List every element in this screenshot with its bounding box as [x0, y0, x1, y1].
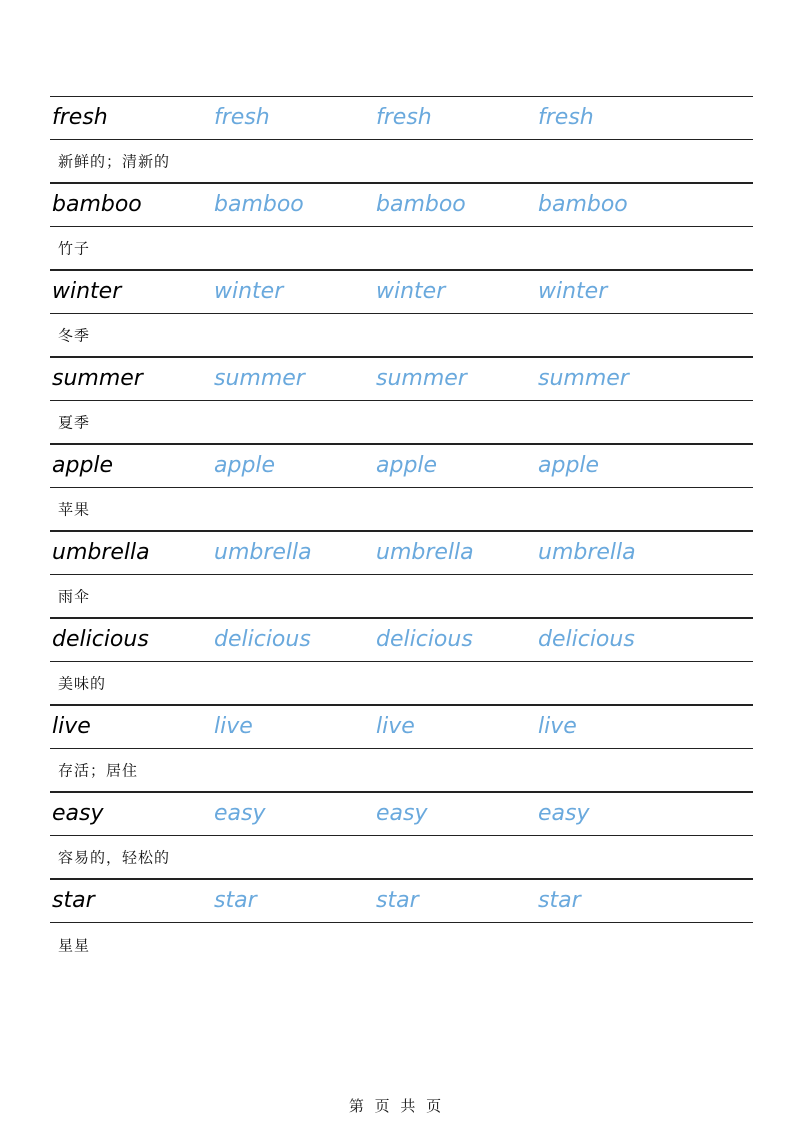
meaning-row: [50, 836, 753, 879]
meaning-row: [50, 488, 753, 531]
trace-word[interactable]: winter: [538, 279, 608, 304]
word-meaning: 冬季: [58, 326, 91, 345]
writing-row[interactable]: [50, 183, 753, 227]
meaning-row: [50, 314, 753, 357]
trace-word[interactable]: live: [214, 714, 253, 739]
trace-word[interactable]: delicious: [214, 627, 311, 652]
trace-word[interactable]: bamboo: [214, 192, 304, 217]
trace-word[interactable]: star: [538, 888, 581, 913]
meaning-row: [50, 575, 753, 618]
trace-word[interactable]: summer: [214, 366, 305, 391]
trace-word[interactable]: star: [376, 888, 419, 913]
word-meaning: 容易的，轻松的: [58, 848, 171, 867]
writing-row[interactable]: [50, 96, 753, 140]
word-meaning: 存活；居住: [58, 761, 139, 780]
page-footer: 第 页 共 页: [348, 1097, 445, 1115]
model-word: apple: [52, 453, 114, 478]
model-word: summer: [52, 366, 143, 391]
trace-word[interactable]: easy: [538, 801, 590, 826]
trace-word[interactable]: delicious: [538, 627, 635, 652]
meaning-row: [50, 140, 753, 183]
word-meaning: 星星: [58, 936, 91, 954]
writing-row[interactable]: [50, 618, 753, 662]
trace-word[interactable]: summer: [538, 366, 629, 391]
trace-word[interactable]: bamboo: [538, 192, 628, 217]
word-meaning: 夏季: [58, 413, 91, 432]
trace-word[interactable]: umbrella: [214, 540, 312, 565]
writing-row[interactable]: [50, 531, 753, 575]
meaning-row: [50, 923, 753, 966]
trace-word[interactable]: apple: [214, 453, 276, 478]
writing-row[interactable]: [50, 792, 753, 836]
meaning-row: [50, 227, 753, 270]
trace-word[interactable]: fresh: [376, 105, 432, 130]
trace-word[interactable]: umbrella: [538, 540, 636, 565]
word-meaning: 新鲜的；清新的: [58, 152, 171, 171]
vocabulary-entry: [50, 531, 753, 618]
vocabulary-entry: [50, 183, 753, 270]
trace-word[interactable]: fresh: [538, 105, 594, 130]
model-word: live: [52, 714, 91, 739]
meaning-row: [50, 749, 753, 792]
model-word: delicious: [52, 627, 149, 652]
trace-word[interactable]: winter: [376, 279, 446, 304]
vocabulary-entry: [50, 792, 753, 879]
meaning-row: [50, 662, 753, 705]
writing-row[interactable]: [50, 444, 753, 488]
trace-word[interactable]: fresh: [214, 105, 270, 130]
trace-word[interactable]: bamboo: [376, 192, 466, 217]
model-word: fresh: [52, 105, 108, 130]
trace-word[interactable]: live: [538, 714, 577, 739]
trace-word[interactable]: winter: [214, 279, 284, 304]
vocabulary-entry: [50, 705, 753, 792]
model-word: bamboo: [52, 192, 142, 217]
trace-word[interactable]: delicious: [376, 627, 473, 652]
word-meaning: 雨伞: [58, 587, 91, 606]
trace-word[interactable]: easy: [214, 801, 266, 826]
model-word: umbrella: [52, 540, 150, 565]
trace-word[interactable]: apple: [538, 453, 600, 478]
word-meaning: 苹果: [58, 500, 91, 519]
writing-row[interactable]: [50, 270, 753, 314]
meaning-row: [50, 401, 753, 444]
writing-row[interactable]: [50, 879, 753, 923]
vocabulary-entry: [50, 357, 753, 444]
vocabulary-entry: [50, 96, 753, 183]
model-word: winter: [52, 279, 122, 304]
trace-word[interactable]: apple: [376, 453, 438, 478]
writing-row[interactable]: [50, 357, 753, 401]
writing-row[interactable]: [50, 705, 753, 749]
vocabulary-entry: [50, 270, 753, 357]
word-meaning: 竹子: [58, 239, 91, 258]
word-meaning: 美味的: [58, 674, 107, 693]
trace-word[interactable]: star: [214, 888, 257, 913]
vocabulary-entry: [50, 618, 753, 705]
model-word: easy: [52, 801, 104, 826]
vocabulary-entry: [50, 879, 753, 966]
model-word: star: [52, 888, 95, 913]
trace-word[interactable]: summer: [376, 366, 467, 391]
trace-word[interactable]: live: [376, 714, 415, 739]
vocabulary-entry: [50, 444, 753, 531]
trace-word[interactable]: easy: [376, 801, 428, 826]
vocabulary-practice-sheet: [50, 96, 753, 966]
trace-word[interactable]: umbrella: [376, 540, 474, 565]
